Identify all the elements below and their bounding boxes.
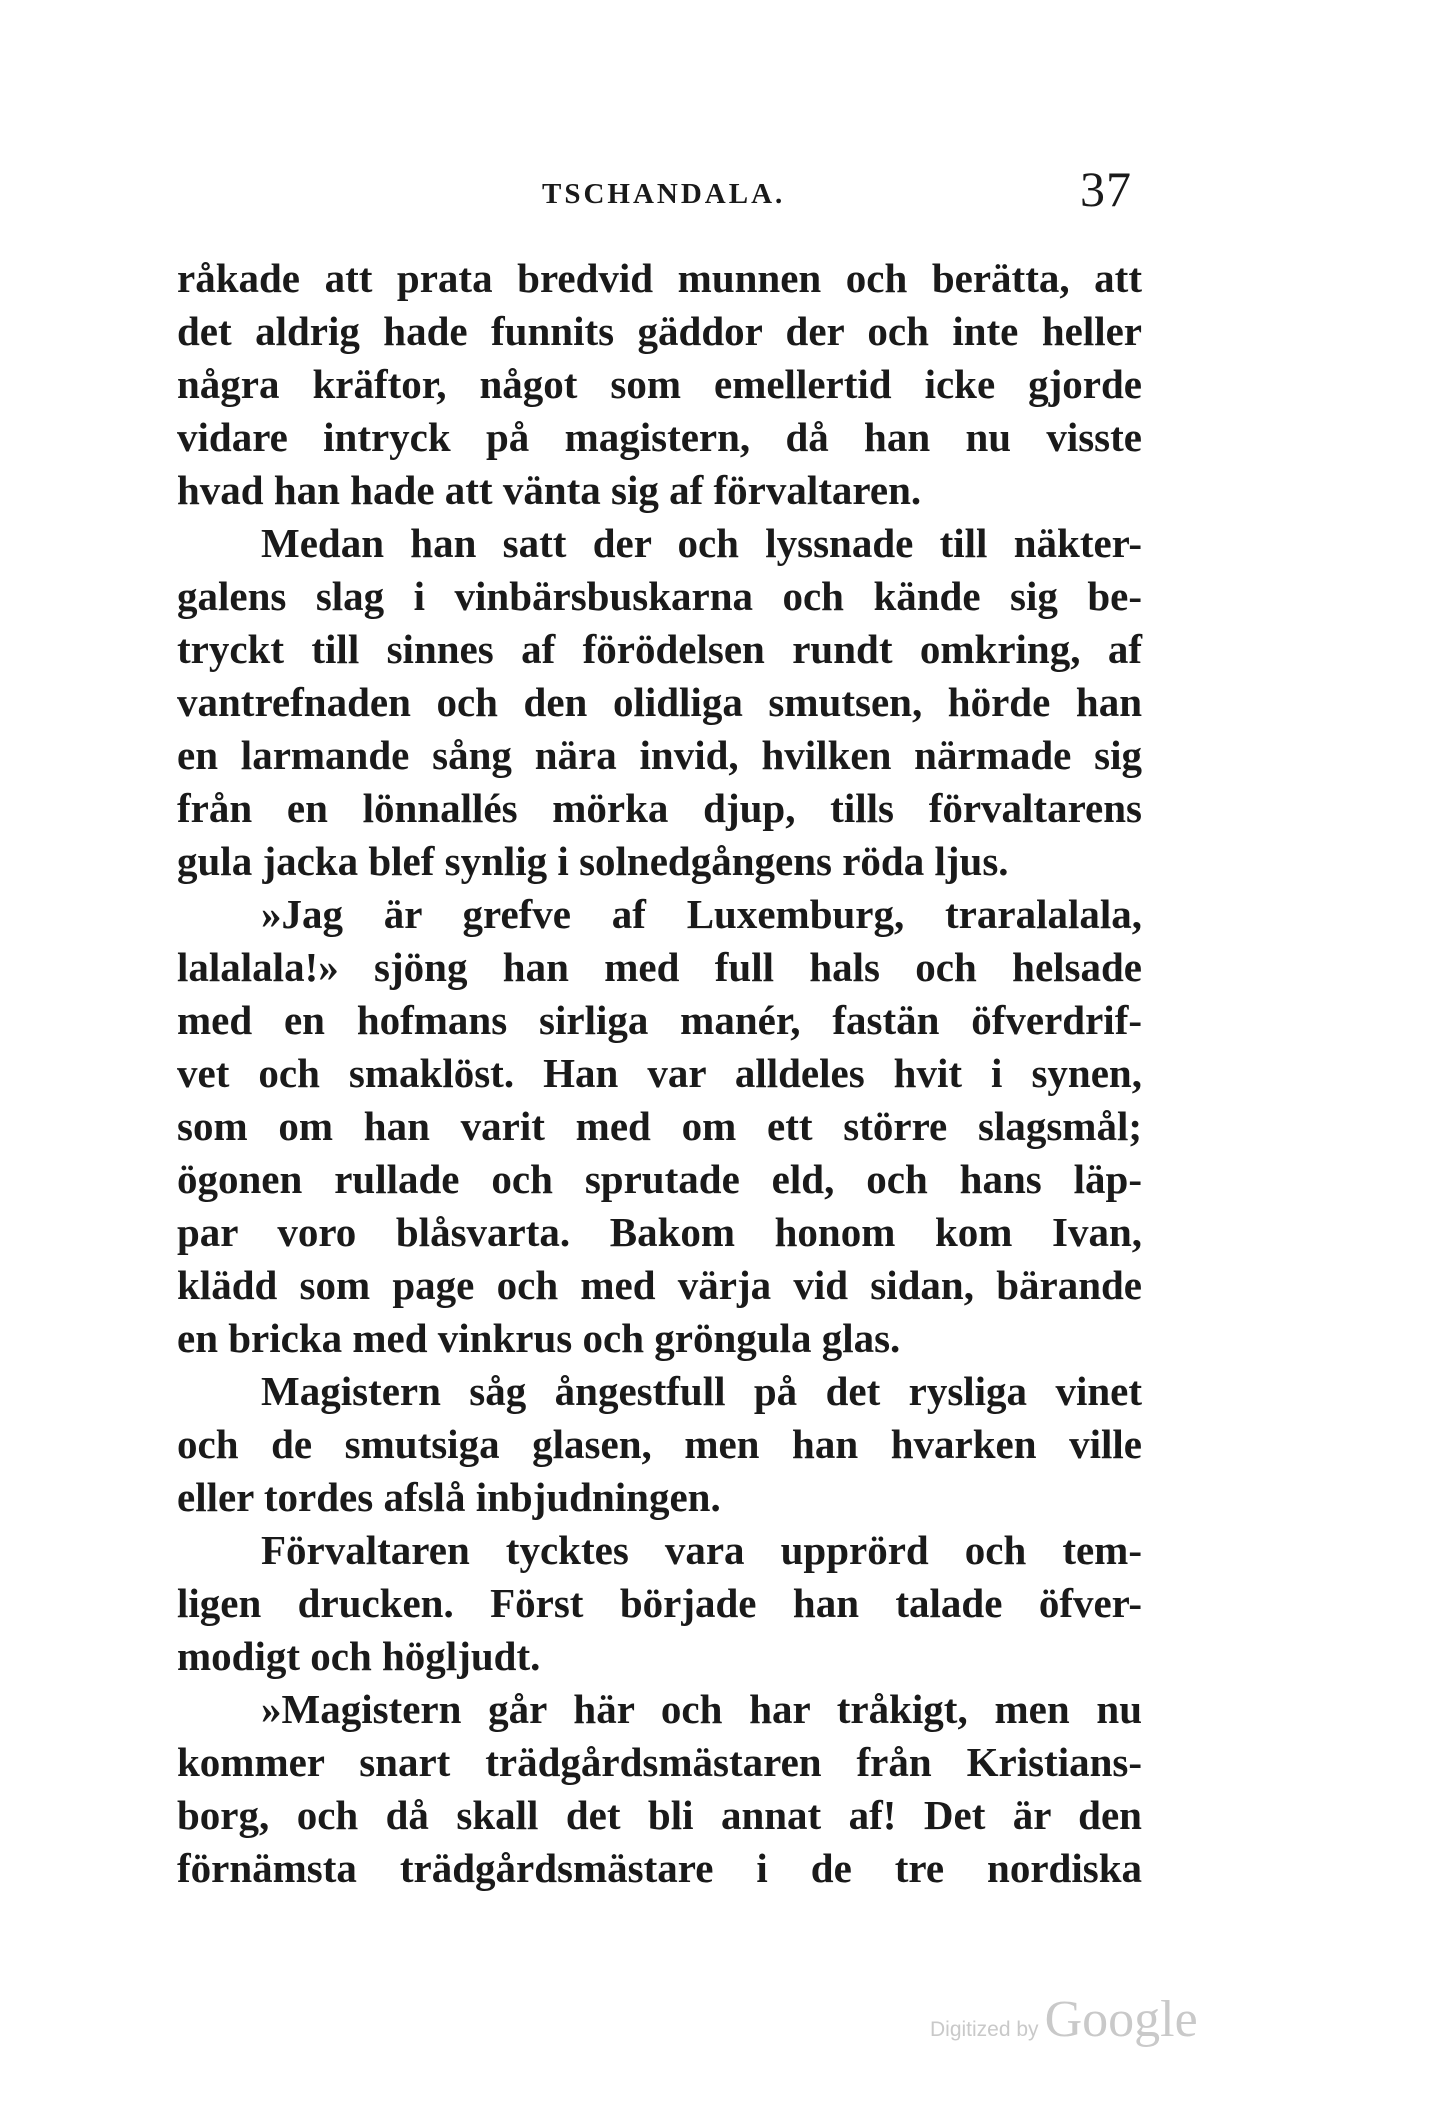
text-line: hvad han hade att vänta sig af förvaltaren. <box>177 467 922 513</box>
text-line: »Jag är grefve af Luxemburg, traralalala, <box>261 891 1142 937</box>
watermark-prefix: Digitized by <box>930 2018 1039 2041</box>
text-line: vantrefnaden och den olidliga smutsen, hörde han <box>177 679 1142 725</box>
text-line: det aldrig hade funnits gäddor der och inte heller <box>177 308 1142 354</box>
text-line: galens slag i vinbärsbuskarna och kände sig be- <box>177 573 1142 619</box>
digitized-watermark <box>930 1990 1198 2050</box>
text-line: från en lönnallés mörka djup, tills förvaltarens <box>177 785 1142 831</box>
text-line: eller tordes afslå inbjudningen. <box>177 1474 721 1520</box>
running-head <box>177 160 1142 220</box>
text-line: lalalala!» sjöng han med full hals och helsade <box>177 944 1142 990</box>
text-line: kommer snart trädgårdsmästaren från Kristians- <box>177 1739 1142 1785</box>
text-line: med en hofmans sirliga manér, fastän öfverdrif- <box>177 997 1142 1043</box>
text-line: Medan han satt der och lyssnade till näkter- <box>261 520 1142 566</box>
text-line: Magistern såg ångestfull på det rysliga vinet <box>261 1368 1142 1414</box>
text-line: ligen drucken. Först började han talade öfver- <box>177 1580 1142 1626</box>
text-line: några kräftor, något som emellertid icke gjorde <box>177 361 1142 407</box>
text-line: vidare intryck på magistern, då han nu visste <box>177 414 1142 460</box>
body-text <box>177 252 1142 1895</box>
text-line: som om han varit med om ett större slagsmål; <box>177 1103 1142 1149</box>
text-line: förnämsta trädgårdsmästare i de tre nordiska <box>177 1845 1142 1891</box>
text-line: vet och smaklöst. Han var alldeles hvit i synen, <box>177 1050 1142 1096</box>
page-number: 37 <box>1080 161 1132 217</box>
text-line: borg, och då skall det bli annat af! Det är den <box>177 1792 1142 1838</box>
text-line: tryckt till sinnes af förödelsen rundt omkring, af <box>177 626 1142 672</box>
text-line: par voro blåsvarta. Bakom honom kom Ivan, <box>177 1209 1142 1255</box>
text-line: och de smutsiga glasen, men han hvarken ville <box>177 1421 1142 1467</box>
google-logo: Google <box>1044 1991 1198 2048</box>
text-line: en larmande sång nära invid, hvilken närmade sig <box>177 732 1142 778</box>
text-line: ögonen rullade och sprutade eld, och hans läp- <box>177 1156 1142 1202</box>
text-line: modigt och högljudt. <box>177 1633 541 1679</box>
running-title: TSCHANDALA. <box>542 178 786 210</box>
text-line: klädd som page och med värja vid sidan, bärande <box>177 1262 1142 1308</box>
text-line: råkade att prata bredvid munnen och berätta, att <box>177 255 1142 301</box>
text-line: Förvaltaren tycktes vara upprörd och tem- <box>261 1527 1142 1573</box>
text-line: en bricka med vinkrus och gröngula glas. <box>177 1315 901 1361</box>
text-line: gula jacka blef synlig i solnedgångens röda ljus. <box>177 838 1009 884</box>
text-line: »Magistern går här och har tråkigt, men nu <box>261 1686 1142 1732</box>
